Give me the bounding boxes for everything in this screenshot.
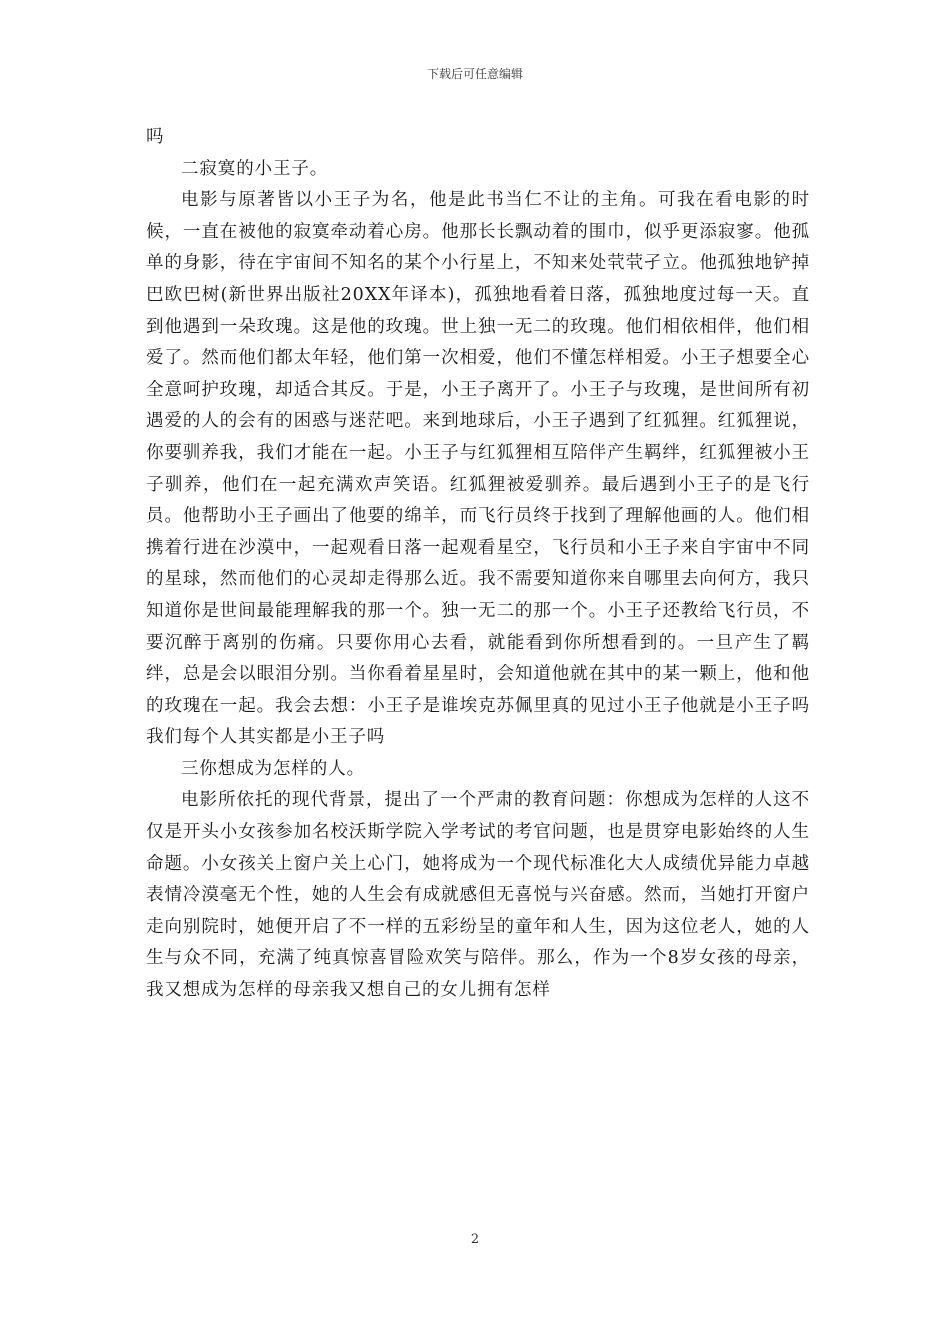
page-number: 2 — [470, 1232, 480, 1247]
section-heading-what-person: 三你想成为怎样的人。 — [181, 758, 365, 779]
paragraph-lonely-prince: 电影与原著皆以小王子为名，他是此书当仁不让的主角。可我在看电影的时候，一直在被他的寂寞牵动着心房。他那长长飘动着的围巾，似乎更添寂寥。他孤单的身影，待在宇宙间不知名的某个小行星上，不知来处茕茕孑立。他孤独地铲掉巴欧巴树(新世界出版社20XX年译本)，孤独地看着日落，孤独地度过每一天。直到他遇到一朵玫瑰。这是他的玫瑰。世上独一无二的玫瑰。他们相依相伴，他们相爱了。然而他们都太年轻，他们第一次相爱，他们不懂怎样相爱。小王子想要全心全意呵护玫瑰，却适合其反。于是，小王子离开了。小王子与玫瑰，是世间所有初遇爱的人的会有的困惑与迷茫吧。来到地球后，小王子遇到了红狐狸。红狐狸说，你要驯养我，我们才能在一起。小王子与红狐狸相互陪伴产生羁绊，红狐狸被小王子驯养，他们在一起充满欢声笑语。红狐狸被爱驯养。最后遇到小王子的是飞行员。他帮助小王子画出了他要的绵羊，而飞行员终于找到了理解他画的人。他们相携着行进在沙漠中，一起观看日落一起观看星空，飞行员和小王子来自宇宙中不同的星球，然而他们的心灵却走得那么近。我不需要知道你来自哪里去向何方，我只知道你是世间最能理解我的那一个。独一无二的那一个。小王子还教给飞行员，不要沉醉于离别的伤痛。只要你用心去看，就能看到你所想看到的。一旦产生了羁绊，总是会以眼泪分别。当你看着星星时，会知道他就在其中的某一颗上，他和他的玫瑰在一起。我会去想：小王子是谁埃克苏佩里真的见过小王子他就是小王子吗我们每个人其实都是小王子吗 — [146, 190, 810, 748]
body-text — [146, 122, 810, 1007]
section-heading-lonely-prince: 二寂寞的小王子。 — [181, 158, 329, 179]
paragraph-continuation: 吗 — [146, 127, 165, 147]
paragraph-what-person: 电影所依托的现代背景，提出了一个严肃的教育问题：你想成为怎样的人这不仅是开头小女孩参加名校沃斯学院入学考试的考官问题，也是贯穿电影始终的人生命题。小女孩关上窗户关上心门，她将成为一个现代标准化大人成绩优异能力卓越表情冷漠毫无个性，她的人生会有成就感但无喜悦与兴奋感。然而，当她打开窗户走向别院时，她便开启了不一样的五彩纷呈的童年和人生，因为这位老人，她的人生与众不同，充满了纯真惊喜冒险欢笑与陪伴。那么，作为一个8岁女孩的母亲，我又想成为怎样的母亲我又想自己的女儿拥有怎样 — [146, 790, 810, 1001]
page-header: 下载后可任意编辑 — [426, 67, 523, 81]
